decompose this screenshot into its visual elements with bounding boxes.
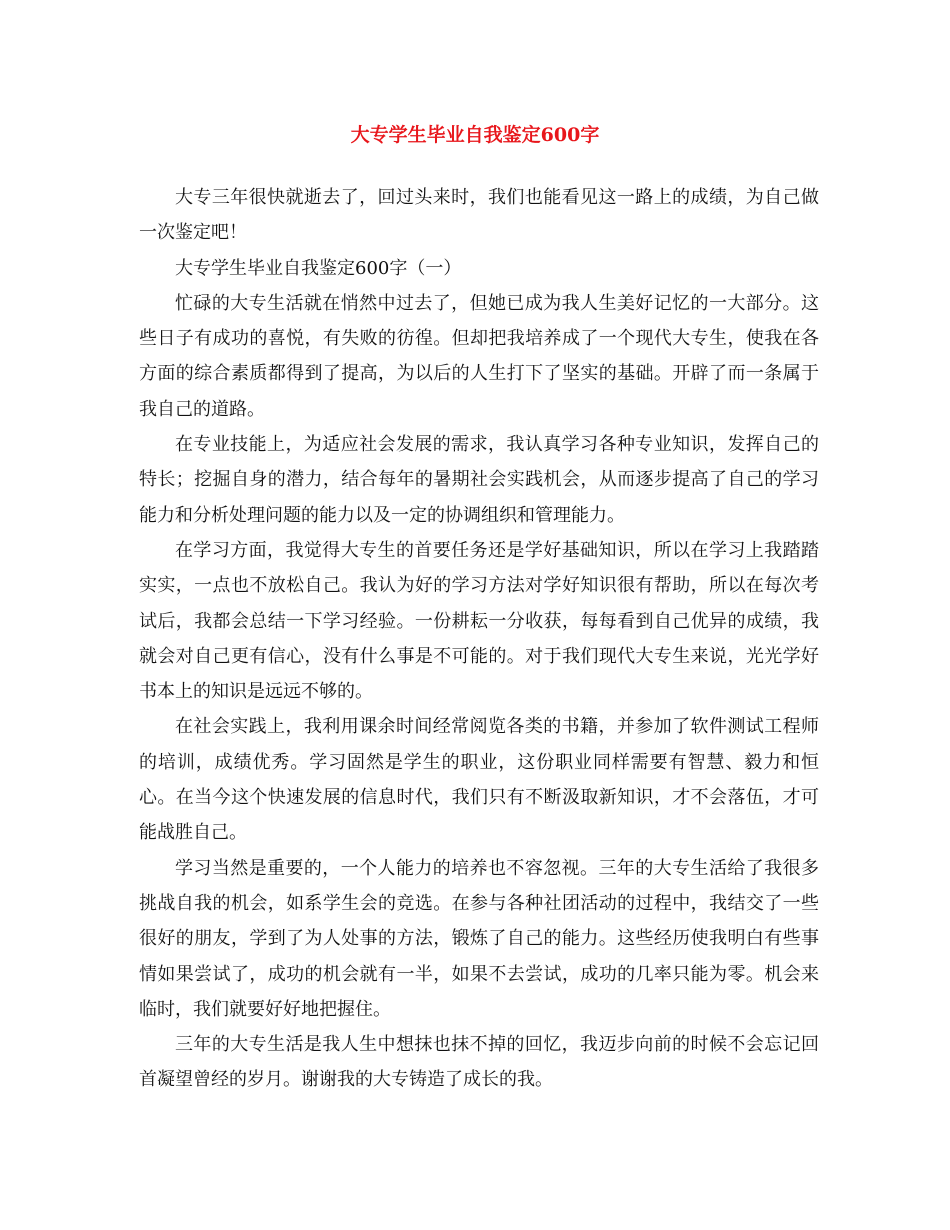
document-title: 大专学生毕业自我鉴定600字 bbox=[350, 124, 600, 146]
paragraph: 学习当然是重要的，一个人能力的培养也不容忽视。三年的大专生活给了我很多挑战自我的机会，如系学生会的竞选。在参与各种社团活动的过程中，我结交了一些很好的朋友，学到了为人处事的方法，锻炼了自己的能力。这些经历使我明白有些事情如果尝试了，成功的机会就有一半，如果不去尝试，成功的几率只能为零。机会来临时，我们就要好好地把握住。 bbox=[139, 857, 819, 1020]
paragraph: 在学习方面，我觉得大专生的首要任务还是学好基础知识，所以在学习上我踏踏实实，一点也不放松自己。我认为好的学习方法对学好知识很有帮助，所以在每次考试后，我都会总结一下学习经验。一份耕耘一分收获，每每看到自己优异的成绩，我就会对自己更有信心，没有什么事是不可能的。对于我们现代大专生来说，光光学好书本上的知识是远远不够的。 bbox=[139, 539, 819, 703]
paragraph: 在专业技能上，为适应社会发展的需求，我认真学习各种专业知识，发挥自己的特长；挖掘自身的潜力，结合每年的暑期社会实践机会，从而逐步提高了自己的学习能力和分析处理问题的能力以及一定的协调组织和管理能力。 bbox=[139, 434, 819, 526]
paragraph: 忙碌的大专生活就在悄然中过去了，但她已成为我人生美好记忆的一大部分。这些日子有成功的喜悦，有失败的彷徨。但却把我培养成了一个现代大专生，使我在各方面的综合素质都得到了提高，为以后的人生打下了坚实的基础。开辟了而一条属于我自己的道路。 bbox=[139, 292, 819, 420]
paragraph: 在社会实践上，我利用课余时间经常阅览各类的书籍，并参加了软件测试工程师的培训，成绩优秀。学习固然是学生的职业，这份职业同样需要有智慧、毅力和恒心。在当今这个快速发展的信息时代，我们只有不断汲取新知识，才不会落伍，才可能战胜自己。 bbox=[139, 716, 819, 844]
section-heading: 大专学生毕业自我鉴定600字（一） bbox=[175, 257, 462, 279]
paragraph-closing: 三年的大专生活是我人生中想抹也抹不掉的回忆，我迈步向前的时候不会忘记回首凝望曾经的岁月。谢谢我的大专铸造了成长的我。 bbox=[139, 1034, 819, 1091]
paragraph-intro: 大专三年很快就逝去了，回过头来时，我们也能看见这一路上的成绩，为自己做一次鉴定吧！ bbox=[139, 187, 819, 244]
document-body bbox=[139, 180, 819, 1098]
